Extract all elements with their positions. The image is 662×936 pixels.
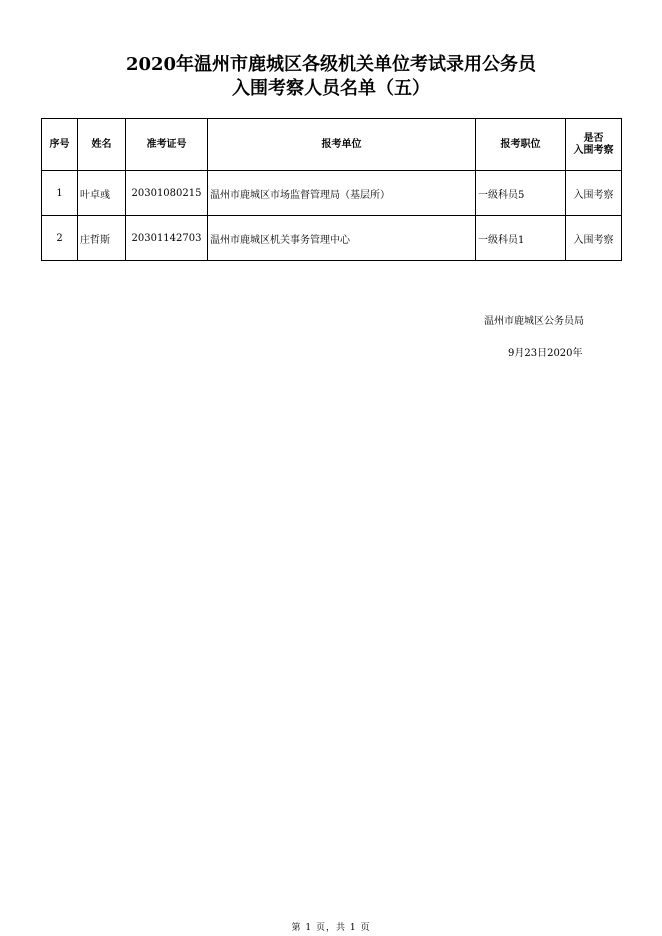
header-unit: 报考单位 bbox=[208, 119, 476, 171]
document-title-line1: 2020年温州市鹿城区各级机关单位考试录用公务员 bbox=[125, 54, 537, 75]
header-shortlisted bbox=[566, 119, 622, 171]
cell-seq: 2 bbox=[42, 216, 78, 261]
table-row bbox=[42, 171, 622, 216]
issue-date: 9月23日2020年 bbox=[508, 348, 583, 359]
cell-shortlisted: 入围考察 bbox=[566, 216, 622, 261]
cell-shortlisted: 入围考察 bbox=[566, 171, 622, 216]
document-title-line2: 入围考察人员名单（五） bbox=[232, 78, 430, 99]
header-seq: 序号 bbox=[42, 119, 78, 171]
cell-exam-id: 20301142703 bbox=[126, 216, 208, 261]
cell-exam-id: 20301080215 bbox=[126, 171, 208, 216]
header-shortlisted-line1: 是否 bbox=[583, 132, 604, 144]
cell-position: 一级科员1 bbox=[476, 216, 566, 261]
cell-position: 一级科员5 bbox=[476, 171, 566, 216]
cell-seq: 1 bbox=[42, 171, 78, 216]
table-header-row bbox=[42, 119, 622, 171]
header-shortlisted-line2: 入围考察 bbox=[573, 144, 614, 156]
cell-name: 庄哲斯 bbox=[78, 216, 126, 261]
header-exam-id: 准考证号 bbox=[126, 119, 208, 171]
header-position: 报考职位 bbox=[476, 119, 566, 171]
issuing-organization: 温州市鹿城区公务员局 bbox=[484, 316, 584, 327]
cell-unit: 温州市鹿城区市场监督管理局（基层所） bbox=[208, 171, 476, 216]
cell-name: 叶卓彧 bbox=[78, 171, 126, 216]
table-row bbox=[42, 216, 622, 261]
cell-unit: 温州市鹿城区机关事务管理中心 bbox=[208, 216, 476, 261]
page-footer: 第 1 页，共 1 页 bbox=[291, 923, 371, 933]
header-name: 姓名 bbox=[78, 119, 126, 171]
shortlist-table bbox=[41, 118, 622, 261]
